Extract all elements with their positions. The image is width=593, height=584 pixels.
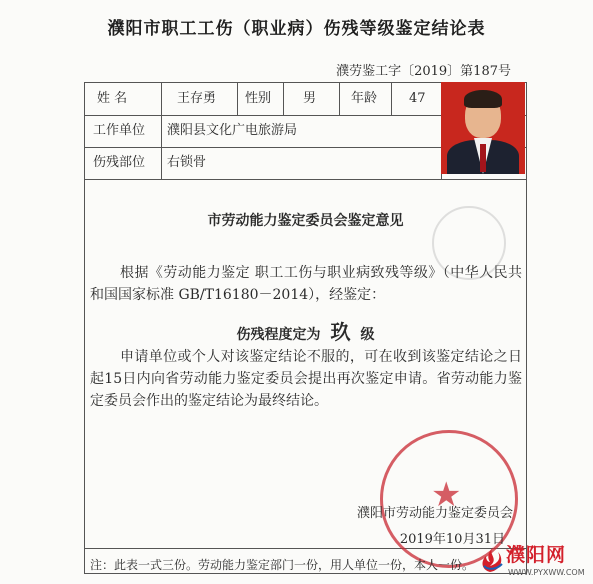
watermark-url: WWW.PYXWW.COM bbox=[508, 568, 585, 577]
level-prefix: 伤残程度定为 bbox=[236, 327, 321, 343]
document-number: 濮劳鉴工字〔2019〕第187号 bbox=[336, 64, 511, 79]
opinion-heading: 市劳动能力鉴定委员会鉴定意见 bbox=[207, 213, 404, 229]
photo-tie bbox=[480, 144, 486, 172]
work-unit-value: 濮阳县文化广电旅游局 bbox=[167, 123, 298, 138]
name-value: 王存勇 bbox=[177, 91, 217, 106]
gender-value: 男 bbox=[303, 91, 317, 106]
level-suffix: 级 bbox=[360, 327, 375, 343]
opinion-paragraph-appeal: 申请单位或个人对该鉴定结论不服的，可在收到该鉴定结论之日起15日内向省劳动能力鉴定委员会提出再次鉴定申请。省劳动能力鉴定委员会作出的鉴定结论为最终结论。 bbox=[90, 349, 522, 409]
work-unit-label: 工作单位 bbox=[93, 123, 146, 138]
name-label: 姓 名 bbox=[97, 91, 128, 106]
issuer-name: 濮阳市劳动能力鉴定委员会 bbox=[356, 506, 513, 521]
disability-level bbox=[84, 316, 527, 345]
column-divider bbox=[161, 83, 162, 179]
watermark-brand: 濮阳网 bbox=[506, 544, 567, 566]
seal-star-icon: ★ bbox=[431, 475, 462, 515]
document-title: 濮阳市职工工伤（职业病）伤残等级鉴定结论表 bbox=[107, 19, 486, 39]
issue-date: 2019年10月31日 bbox=[399, 532, 505, 547]
flame-logo-icon bbox=[478, 544, 506, 574]
column-divider bbox=[339, 83, 340, 115]
level-value: 玖 bbox=[330, 320, 351, 344]
column-divider bbox=[391, 83, 392, 115]
gender-label: 性别 bbox=[245, 91, 272, 106]
id-photo bbox=[441, 82, 525, 174]
footnote: 注：此表一式三份。劳动能力鉴定部门一份，用人单位一份，本人一份。 bbox=[90, 558, 475, 572]
column-divider bbox=[283, 83, 284, 115]
injury-part-value: 右锁骨 bbox=[167, 155, 207, 170]
age-label: 年龄 bbox=[351, 91, 378, 106]
photo-hair bbox=[464, 90, 502, 108]
injury-part-label: 伤残部位 bbox=[93, 155, 146, 170]
age-value: 47 bbox=[409, 91, 426, 106]
opinion-paragraph-basis: 根据《劳动能力鉴定 职工工伤与职业病致残等级》（中华人民共和国国家标准 GB/T16180－2014），经鉴定： bbox=[90, 265, 522, 303]
row-divider bbox=[85, 179, 526, 180]
site-watermark bbox=[478, 540, 593, 584]
column-divider bbox=[237, 83, 238, 115]
